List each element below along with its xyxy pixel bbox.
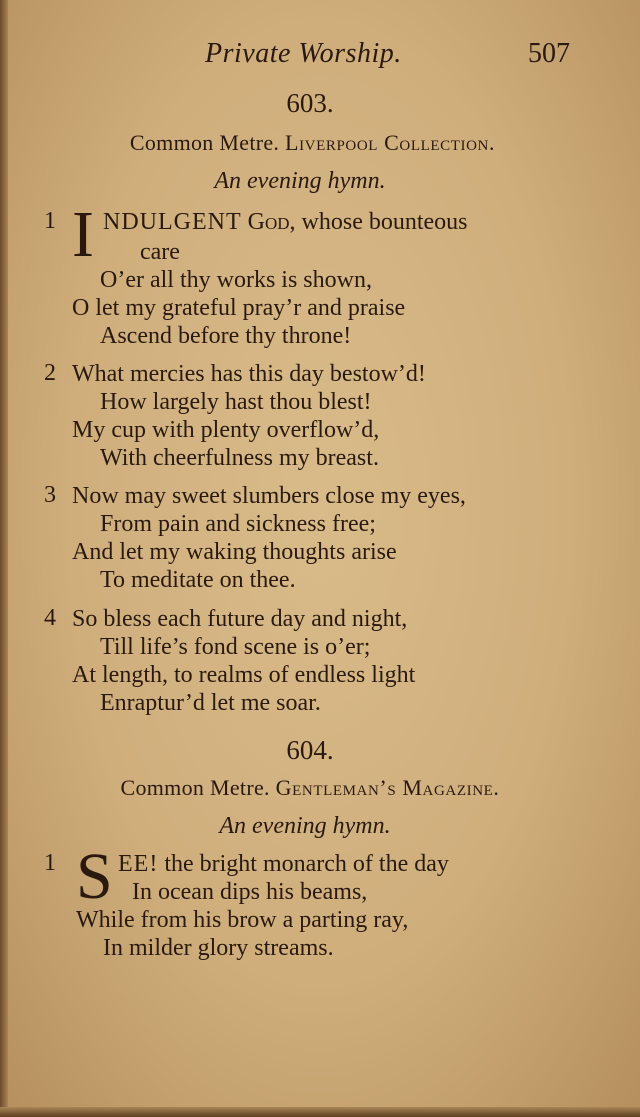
verse-line: And let my waking thoughts arise <box>72 539 397 565</box>
hymn-604-subtitle: An evening hymn. <box>219 813 391 839</box>
opening-word: EE! <box>118 851 159 877</box>
verse-line <box>118 850 449 878</box>
verse-line: Ascend before thy throne! <box>100 323 352 349</box>
hymn-604-metre: Common Metre. <box>120 775 270 800</box>
verse-line: So bless each future day and night, <box>72 606 408 632</box>
verse-line: At length, to realms of endless light <box>72 662 416 688</box>
running-title: Private Worship. <box>205 38 402 69</box>
divine-name: God, <box>247 209 296 235</box>
hymn-604-source: Gentleman’s Magazine. <box>275 775 500 800</box>
stanza-number: 1 <box>44 850 56 876</box>
verse-line: My cup with plenty overflow’d, <box>72 417 380 443</box>
drop-cap: I <box>72 198 94 271</box>
verse-line: From pain and sickness free; <box>100 511 376 537</box>
hymn-603-metre: Common Metre. <box>129 130 280 155</box>
verse-line: Now may sweet slumbers close my eyes, <box>72 483 466 509</box>
verse-line: O let my grateful pray’r and praise <box>72 295 406 321</box>
stanza-number: 1 <box>44 208 56 234</box>
hymn-603-source: Liverpool Collection. <box>285 130 496 155</box>
stanza-number: 2 <box>44 360 56 386</box>
verse-line: How largely hast thou blest! <box>100 389 372 415</box>
hymn-603-metre-line <box>0 130 625 156</box>
page-header <box>0 38 640 78</box>
verse-line: Enraptur’d let me soar. <box>100 690 321 716</box>
verse-line: While from his brow a parting ray, <box>76 907 409 933</box>
hymn-603-number: 603. <box>286 88 334 118</box>
drop-cap: S <box>76 840 113 913</box>
verse-line-rest: whose bounteous <box>301 209 468 235</box>
verse-line: To meditate on thee. <box>100 567 296 593</box>
opening-word: NDULGENT <box>103 209 242 235</box>
verse-line: What mercies has this day bestow’d! <box>72 361 426 387</box>
verse-line: With cheerfulness my breast. <box>100 445 379 471</box>
hymn-603-subtitle: An evening hymn. <box>214 168 386 194</box>
hymn-604-metre-line <box>0 775 620 801</box>
verse-line-continuation: care <box>140 239 180 265</box>
stanza-number: 4 <box>44 605 56 631</box>
hymn-604-number: 604. <box>286 735 334 765</box>
verse-line: Till life’s fond scene is o’er; <box>100 634 371 660</box>
verse-line: O’er all thy works is shown, <box>100 267 372 293</box>
verse-line <box>103 208 468 236</box>
page-number: 507 <box>528 38 570 69</box>
verse-line-rest: the bright monarch of the day <box>164 851 449 877</box>
page-bottom-edge <box>0 1107 640 1117</box>
verse-line: In milder glory streams. <box>103 935 334 961</box>
verse-line: In ocean dips his beams, <box>132 879 368 905</box>
stanza-number: 3 <box>44 482 56 508</box>
